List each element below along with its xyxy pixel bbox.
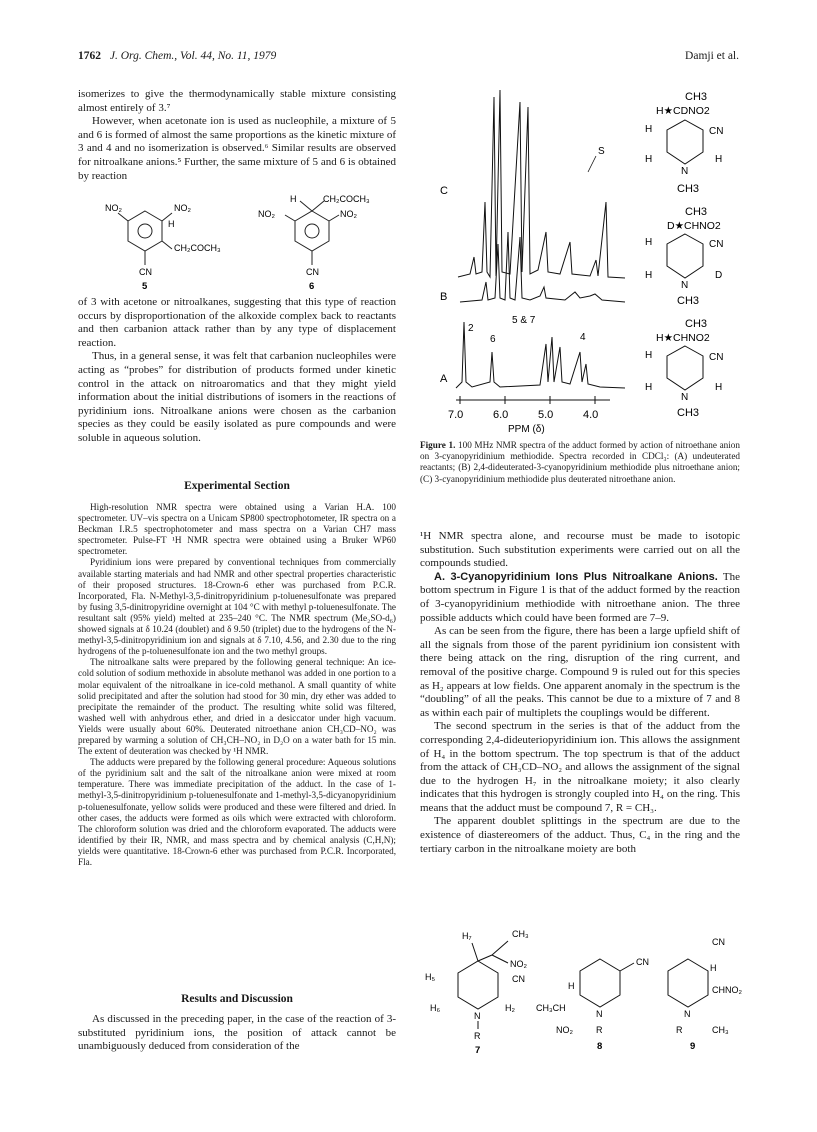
- cn-label: CN: [709, 352, 724, 363]
- figure-caption: [420, 440, 740, 485]
- paragraph: As can be seen from the figure, there has been a large upfield shift of all the signals from those of the parent pyridinium ion consistent with there being attack on the ring, disruption of the ring current, and removal of the positive charge. Compound 9 is ruled out for this species as H₂ appears at low fields. One apparent anomaly in the spectrum is the “doubling” of all the peaks. This cannot be due to a mixture of 7 and 8 as within each pair of multiplets the couplings would be different.: [420, 625, 740, 719]
- section-heading-results: Results and Discussion: [181, 993, 293, 1005]
- right-column-text: [420, 530, 740, 856]
- no2-left-label: NO₂: [105, 203, 122, 213]
- chno2-label: CHNO₂: [712, 985, 742, 995]
- structure-9: [668, 937, 742, 1052]
- ring: [580, 959, 620, 1007]
- trace-label-b: B: [440, 291, 448, 303]
- peak-pointer: [588, 156, 596, 172]
- spectrum-a: [456, 322, 625, 388]
- compound-number: 5: [142, 281, 148, 292]
- cn-label: CN: [636, 957, 649, 967]
- ch3-label: CH₃: [712, 1025, 729, 1035]
- ch3-label: CH3: [677, 183, 700, 195]
- ring: [668, 959, 708, 1007]
- ring: [458, 961, 498, 1009]
- paragraph: The nitroalkane salts were prepared by the following general technique: An ice-cold solution of sodium methoxide in absolute methanol was added in one portion to a molar equivalent of the nitroalkane in ice-cold methanol. A small quantity of white solid precipitated and after the solution had stood for 30 min, dry ether was added to precipitate the remainder of the product. The resulting white solid was filtered, washed well with anhydrous ether, and dried in a desiccator under high vacuum. Yields were usually about 60%. Deuterated nitroethane anion CH₃CD–NO₂ was prepared by warming a solution of CH₃CH–NO₂ in D₂O on a water bath for 15 min. The extent of deuteration was checked by ¹H NMR.: [78, 657, 396, 757]
- paragraph: The second spectrum in the series is that of the adduct from the corresponding 2,4-dideuteriopyridinium ion. This allows the assignment of H₄ in the bottom spectrum. The top spectrum is that of the adduct from the attack of CH₃CD–NO₂ and allows the assignment of the signal due to the hydrogen H₇ in the nitroalkane moiety; it also clearly indicates that this hydrogen is strongly coupled into H₄ on the ring. This means that the adduct must be compound 7, R = CH₃.: [420, 720, 740, 814]
- ch3-label: CH3: [685, 318, 708, 330]
- ch3-label: CH3: [685, 91, 708, 103]
- h7-label: H₇: [462, 931, 472, 941]
- results-text: [78, 1013, 396, 1054]
- structures-5-6: [90, 193, 390, 293]
- n-label: N: [681, 166, 689, 177]
- r-label: R: [596, 1025, 603, 1035]
- r-label: R: [676, 1025, 683, 1035]
- n-label: N: [681, 392, 689, 403]
- paragraph: Pyridinium ions were prepared by conventional techniques from commercially available starting materials and had NMR and other spectral properties characteristic of their proposed structures. 18-Crown-6 ether was purchased from P.C.R. Incorporated, Fla. N-Methyl-3,5-dinitropyridinium p-toluenesulfonate was prepared by fusing 3,5-dinitropyridine overnight at 104 °C with methyl p-toluenesulfonate. The resultant salt (95% yield) melted at 235–240 °C. The NMR spectrum (Me₂SO-d₆) showed signals at δ 10.24 (doublet) and δ 9.50 (triplet) due to the hydrogens of the N-methyl-3,5-dinitropyridinium ion and signals at δ 7.10, 4.56, and 2.30 due to the ring hydrogens of the p-toluenesulfonate ion and the two methyl groups.: [78, 557, 396, 657]
- no2-label: NO₂: [556, 1025, 573, 1035]
- structures-7-8-9: [420, 925, 750, 1055]
- page-number: 1762: [78, 50, 101, 62]
- h-label: H: [290, 194, 297, 204]
- d-label: D: [715, 270, 723, 281]
- h2-label: H₂: [505, 1003, 515, 1013]
- ring: [667, 234, 703, 278]
- ch3-label: CH3: [685, 206, 708, 218]
- caption-label: Figure 1.: [420, 440, 456, 450]
- ch3-label: CH₃: [512, 929, 529, 939]
- structure-b: [645, 206, 723, 307]
- structure-5: [118, 211, 172, 265]
- h-label: H: [645, 154, 653, 165]
- paragraph: The adducts were prepared by the following general procedure: Aqueous solutions of the pyridinium salt and the salt of the nitroalkane anion were mixed at room temperature. There was immediate precipitation of the adduct. In the case of 1-methyl-3,5-dinitropyridinium p-toluenesulfonate and 1-methyl-3,5-dicyanopyridinium p-toluenesulfonate, yellow solids were produced and these were filtered and dried. In other cases, the adducts were formed as oils which were extracted with chloroform. The chloroform solution was dried and the chloroform evaporated. The adducts were identified by their IR, NMR, and mass spectra and by chemical analysis (C,H,N); yields were quantitative. 18-Crown-6 ether was purchased from P.C.R. Incorporated, Fla.: [78, 757, 396, 867]
- trace-label-c: C: [440, 185, 448, 197]
- h-label: H: [710, 963, 717, 973]
- n-label: N: [684, 1009, 691, 1019]
- paragraph: As discussed in the preceding paper, in the case of the reaction of 3-substituted pyridinium ions, the position of attack cannot be unambiguously deduced from consideration of the: [78, 1013, 396, 1053]
- no2-left-label: NO₂: [258, 209, 275, 219]
- h-label: H: [645, 350, 653, 361]
- substituent-label: H★CDNO2: [656, 105, 710, 117]
- axis-tick: 6.0: [493, 409, 509, 421]
- no2-right-label: NO₂: [340, 209, 357, 219]
- r-label: R: [474, 1031, 481, 1041]
- trace-label-a: A: [440, 373, 448, 385]
- axis-tick: 5.0: [538, 409, 554, 421]
- peak-label-s: S: [598, 146, 605, 157]
- n-label: N: [474, 1011, 481, 1021]
- cn-label: CN: [512, 974, 525, 984]
- substituent-label: D★CHNO2: [667, 220, 721, 232]
- ring: [667, 346, 703, 390]
- section-heading-experimental: Experimental Section: [184, 480, 290, 492]
- h-label: H: [568, 981, 575, 991]
- compound-number: 9: [690, 1041, 696, 1052]
- n-label: N: [681, 280, 689, 291]
- h6-label: H₆: [430, 1003, 441, 1013]
- paragraph: ¹H NMR spectra alone, and recourse must be made to isotopic substitution. Such substitution experiments were carried out on all the compounds studied.: [420, 530, 740, 570]
- left-column-intro: [78, 88, 396, 183]
- cn-label: CN: [306, 267, 319, 277]
- cn-label: CN: [712, 937, 725, 947]
- structure-c: [645, 91, 723, 195]
- journal-citation: J. Org. Chem., Vol. 44, No. 11, 1979: [109, 50, 277, 62]
- figure-1-nmr-spectra: [420, 82, 750, 437]
- ch3-label: CH3: [677, 407, 700, 419]
- spectrum-c: [458, 90, 625, 278]
- substituent-label: CH₂COCH₃: [323, 194, 370, 204]
- axis-tick: 7.0: [448, 409, 464, 421]
- no2-right-label: NO₂: [174, 203, 191, 213]
- paragraph: of 3 with acetone or nitroalkanes, suggesting that this type of reaction occurs by disproportionation of the alkoxide complex back to reactants and then carbanion attack rather than by any type of displacement reaction.: [78, 296, 396, 349]
- peak-label-4: 4: [580, 332, 586, 343]
- paragraph: isomerizes to give the thermodynamically stable mixture consisting almost entirely of 3.⁷: [78, 88, 396, 114]
- cn-label: CN: [709, 126, 724, 137]
- peak-label-5-7: 5 & 7: [512, 315, 536, 326]
- paragraph: The apparent doublet splittings in the spectrum are due to the existence of diastereomers of the adduct. Thus, C₄ in the ring and the tertiary carbon in the nitroalkane moiety are both: [420, 815, 740, 855]
- page-header: [78, 50, 739, 68]
- substituent-label: CH₃CH: [536, 1003, 566, 1013]
- substituent-label: H★CHNO2: [656, 332, 710, 344]
- h-label: H: [645, 237, 653, 248]
- compound-number: 8: [597, 1041, 603, 1052]
- h-label: H: [715, 382, 723, 393]
- ppm-axis: [456, 396, 610, 404]
- axis-label: PPM (δ): [508, 424, 545, 435]
- structure-6: [285, 201, 339, 265]
- ch3-label: CH3: [677, 295, 700, 307]
- peak-label-2: 2: [468, 323, 474, 334]
- ring: [667, 120, 703, 164]
- paragraph: However, when acetonate ion is used as nucleophile, a mixture of 5 and 6 is formed of almost the same proportions as the kinetic mixture of 3 and 4 and no isomerization is observed.⁶ Similar results are observed for nitroalkane anions.⁵ Further, the same mixture of 5 and 6 is obtained by reaction: [78, 115, 396, 182]
- paragraph: High-resolution NMR spectra were obtained using a Varian H.A. 100 spectrometer. UV–vis spectra on a Unicam SP800 spectrophotometer, IR spectra on a Beckman I.R.5 spectrophotometer and mass spectra on a Varian CH7 mass spectrometer. Pulse-FT ¹H NMR spectra were obtained using a Bruker WP60 spectrometer.: [78, 502, 396, 557]
- paragraph: Thus, in a general sense, it was felt that carbanion nucleophiles were acting as “probes” for distribution of products formed under kinetic control in the attack on nitroaromatics and that they might yield information about the initial distributions of isomers in the reactions of pyridinium ions. Nitroalkane anions were chosen as the carbanion species as they could be easily isolated as pure compounds and were soluble in aqueous solution.: [78, 350, 396, 444]
- h-label: H: [715, 154, 723, 165]
- compound-number: 6: [309, 281, 315, 292]
- running-head-left: [78, 50, 276, 62]
- paragraph: The bottom spectrum in Figure 1 is that of the adduct formed by the reaction of 3-cyanopyridinium methiodide with nitroethane anion. The three possible adducts which could have been formed are 7–9.: [420, 570, 740, 624]
- h-label: H: [168, 219, 175, 229]
- structure-8: [536, 957, 649, 1052]
- h-label: H: [645, 382, 653, 393]
- compound-number: 7: [475, 1045, 481, 1055]
- h5-label: H₅: [425, 972, 436, 982]
- n-label: N: [596, 1009, 603, 1019]
- substituent-label: CH₂COCH₃: [174, 243, 221, 253]
- spectrum-b: [460, 232, 625, 302]
- structure-a: [645, 318, 723, 419]
- axis-tick: 4.0: [583, 409, 599, 421]
- experimental-text: [78, 502, 396, 868]
- cn-label: CN: [139, 267, 152, 277]
- h-label: H: [645, 124, 653, 135]
- caption-text: 100 MHz NMR spectra of the adduct formed by action of nitroethane anion on 3-cyanopyridinium methiodide. Spectra recorded in CDCl₃: (A) undeuterated reactants; (B) 2,4-dideuterated-3-cyanopyridinium methiodide plus nitroethane anion; (C) 3-cyanopyridinium methiodide plus deuterated nitroethane anion.: [420, 440, 740, 484]
- peak-label-6: 6: [490, 334, 496, 345]
- no2-label: NO₂: [510, 959, 527, 969]
- cn-label: CN: [709, 239, 724, 250]
- subsection-heading: A. 3-Cyanopyridinium Ions Plus Nitroalkane Anions.: [434, 570, 718, 583]
- structure-7: [425, 929, 529, 1055]
- left-column-discussion: [78, 296, 396, 446]
- h-label: H: [645, 270, 653, 281]
- author-running-head: Damji et al.: [685, 50, 739, 62]
